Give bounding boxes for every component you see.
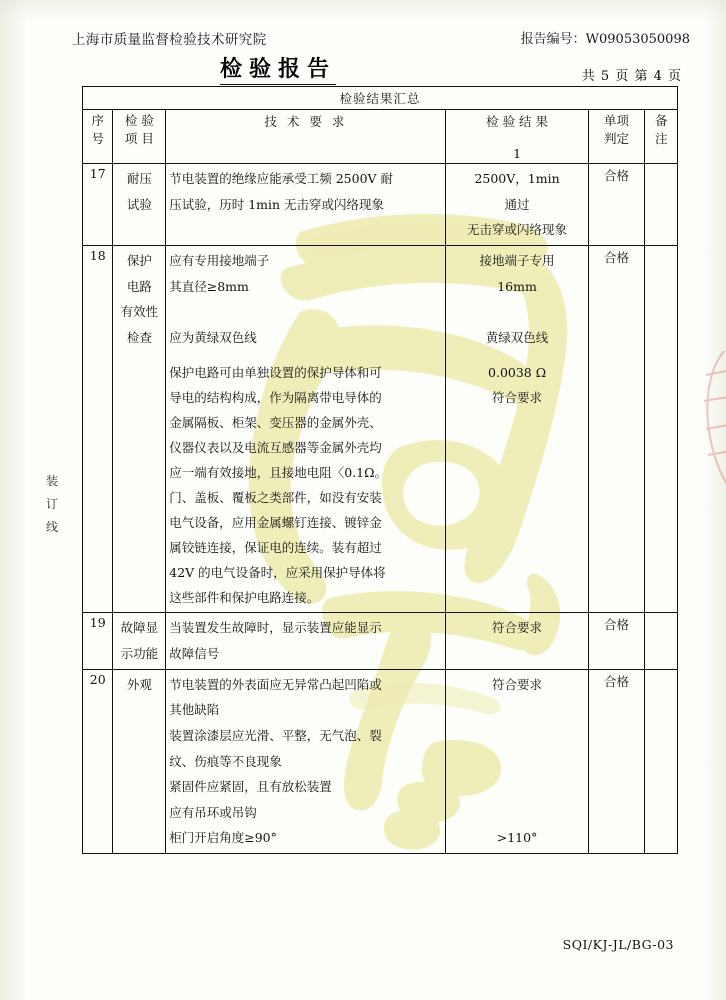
row-result: 接地端子专用 16mm 黄绿双色线 0.0038 Ω 符合要求 <box>446 245 588 613</box>
table-band-row <box>83 87 678 110</box>
inspection-results-table <box>82 86 678 854</box>
table-row <box>83 669 678 853</box>
row-item: 外观 <box>113 669 166 853</box>
row-note <box>645 613 678 669</box>
row-result: 符合要求 <box>446 613 588 669</box>
document-header <box>0 28 726 85</box>
column-header-seq-line1: 序 <box>91 113 104 128</box>
column-header-result <box>446 110 588 164</box>
row-requirement: 节电装置的外表面应无异常凸起凹陷或 其他缺陷 装置涂漆层应光滑、平整，无气泡、裂 纹、伤痕等不良现象 紧固件应紧固，且有放松装置 应有吊环或吊钩 柜门开启角度≥90° <box>166 669 446 853</box>
column-header-requirement: 技 术 要 求 <box>166 110 446 164</box>
report-number <box>521 28 690 47</box>
row-note <box>645 164 678 246</box>
row-item: 保护 电路 有效性 检查 <box>113 245 166 613</box>
column-header-judge-line1: 单项 <box>604 113 630 128</box>
column-header-item <box>113 110 166 164</box>
table-band-title: 检验结果汇总 <box>83 87 678 110</box>
table-row <box>83 613 678 669</box>
column-header-item-line1: 检 验 <box>124 113 154 128</box>
report-number-label: 报告编号： <box>520 32 586 47</box>
row-requirement: 节电装置的绝缘应能承受工频 2500V 耐 压试验，历时 1min 无击穿或闪络现象 <box>166 164 446 246</box>
column-header-item-line2: 项 目 <box>124 131 154 147</box>
form-code: SQI/KJ-JL/BG-03 <box>562 937 674 952</box>
row-judge: 合格 <box>588 669 645 853</box>
row-judge: 合格 <box>588 245 645 613</box>
row-item: 故障显 示功能 <box>113 613 166 669</box>
row-seq: 17 <box>83 164 113 246</box>
column-header-seq <box>83 110 113 164</box>
column-header-judge-line2: 判定 <box>604 131 630 147</box>
column-header-note <box>645 110 678 164</box>
row-note <box>645 669 678 853</box>
row-judge: 合格 <box>588 164 645 246</box>
row-requirement: 当装置发生故障时，显示装置应能显示 故障信号 <box>166 613 446 669</box>
column-header-seq-line2: 号 <box>91 131 104 147</box>
row-note <box>645 245 678 613</box>
column-header-note-line2: 注 <box>654 131 668 147</box>
page-counter: 共 5 页 第 4 页 <box>581 69 682 84</box>
row-judge: 合格 <box>588 613 645 669</box>
column-header-result-index: 1 <box>513 146 522 161</box>
table-header-row <box>83 110 678 164</box>
column-header-judge <box>588 110 645 164</box>
row-requirement: 应有专用接地端子 其直径≥8mm 应为黄绿双色线 保护电路可由单独设置的保护导体和可 导电的结构构成，作为隔离带电导体的 金属隔板、柜架、变压器的金属外壳、 仪器仪表以及电流互感器等金属外壳均 应一端有效接地，且接地电阻〈0.1Ω。 门、盖板、覆板之类部件，如没有安装 电气设备，应用金属螺钉连接、镀锌金 属铰链连接，保证电的连续。装有超过 42V 的电气设备时，应采用保护导体将 这些部件和保护电路连接。 <box>166 245 446 613</box>
row-seq: 19 <box>83 613 113 669</box>
column-header-note-line1: 备 <box>654 113 668 128</box>
row-result: 符合要求 >110° <box>446 669 588 853</box>
row-result-paragraph: 0.0038 Ω 符合要求 <box>488 365 547 406</box>
row-seq: 18 <box>83 245 113 613</box>
report-number-value: W09053050098 <box>585 32 690 47</box>
page-title: 检验报告 <box>220 52 336 85</box>
row-result: 2500V，1min 通过 无击穿或闪络现象 <box>446 164 588 246</box>
table-row <box>83 245 678 613</box>
row-item: 耐压 试验 <box>113 164 166 246</box>
row-requirement-paragraph: 保护电路可由单独设置的保护导体和可 导电的结构构成，作为隔离带电导体的 金属隔板、柜架、变压器的金属外壳、 仪器仪表以及电流互感器等金属外壳均 应一端有效接地，且接地电阻〈0.1Ω。 门、盖板、覆板之类部件，如没有安装 电气设备，应用金属螺钉连接、镀锌金 属铰链连接，保证电的连续。装有超过 42V 的电气设备时，应采用保护导体将 这些部件和保护电路连接。 <box>169 365 387 606</box>
binding-margin-note: 装 订 线 <box>45 474 60 534</box>
issuing-organization: 上海市质量监督检验技术研究院 <box>72 32 267 48</box>
row-seq: 20 <box>83 669 113 853</box>
column-header-result-label: 检 验 结 果 <box>486 114 549 129</box>
table-row <box>83 164 678 246</box>
